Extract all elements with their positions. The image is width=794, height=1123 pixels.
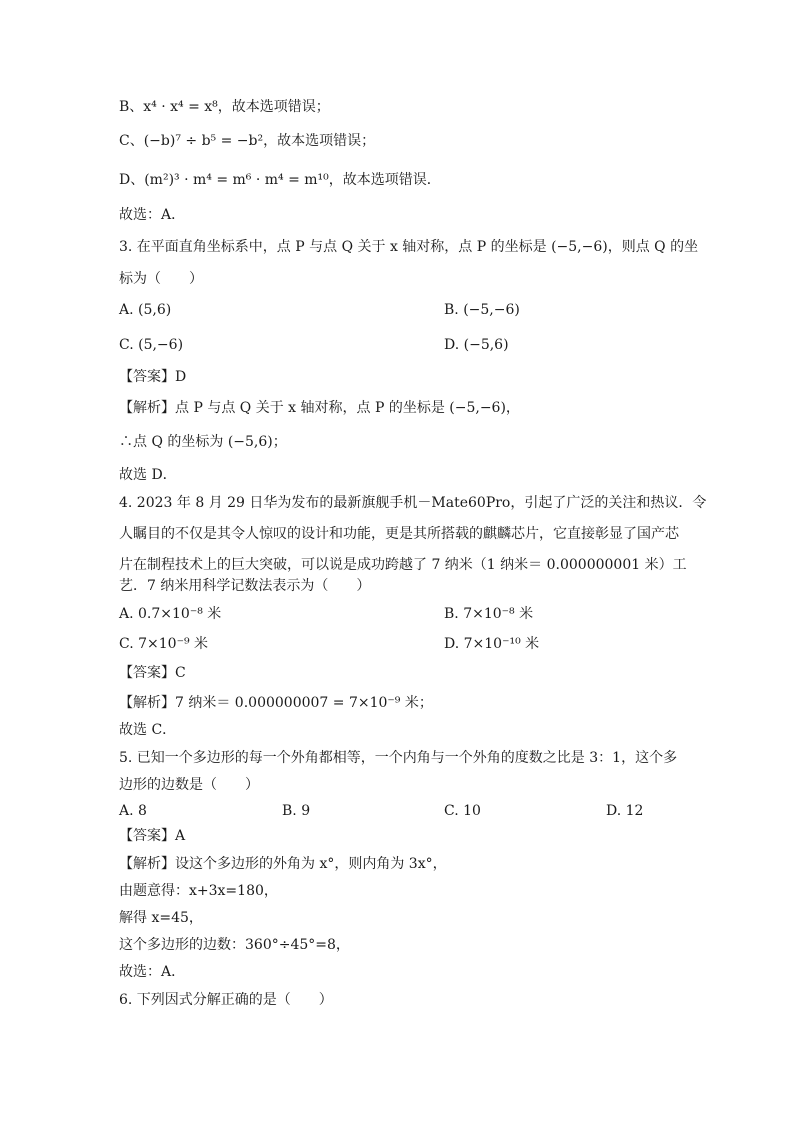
option-c-line: C、(−b)⁷ ÷ b⁵ = −b²，故本选项错误； xyxy=(119,133,376,149)
q5-explanation-3: 解得 x=45， xyxy=(119,910,203,926)
q3-option-b: B. (−5,−6) xyxy=(444,302,520,318)
q5-explanation-1: 【解析】设这个多边形的外角为 x°，则内角为 3x°， xyxy=(119,856,447,872)
q3-stem-line-1: 3. 在平面直角坐标系中，点 P 与点 Q 关于 x 轴对称，点 P 的坐标是 (−5,−6)，则点 Q 的坐 xyxy=(119,239,699,255)
q4-stem-line-3: 片在制程技术上的巨大突破，可以说是成功跨越了 7 纳米（1 纳米＝ 0.000000001 米）工 xyxy=(119,557,687,573)
q5-option-d: D. 12 xyxy=(606,803,644,819)
q6-stem-line-1: 6. 下列因式分解正确的是（ ） xyxy=(119,992,333,1008)
q3-option-c: C. (5,−6) xyxy=(119,337,184,353)
q4-option-c: C. 7×10⁻⁹ 米 xyxy=(119,636,209,652)
q5-explanation-2: 由题意得：x+3x=180， xyxy=(119,883,278,899)
q4-option-d: D. 7×10⁻¹⁰ 米 xyxy=(444,636,540,652)
q4-option-b: B. 7×10⁻⁸ 米 xyxy=(444,606,534,622)
q5-option-c: C. 10 xyxy=(444,803,481,819)
q5-explanation-5: 故选：A． xyxy=(119,964,186,980)
q5-option-b: B. 9 xyxy=(282,803,311,819)
q5-answer: 【答案】A xyxy=(119,828,186,844)
q4-stem-line-1: 4. 2023 年 8 月 29 日华为发布的最新旗舰手机－Mate60Pro，引起了广泛的关注和热议．令 xyxy=(119,495,707,511)
q5-option-a: A. 8 xyxy=(119,803,147,819)
q4-stem-line-2: 人瞩目的不仅是其令人惊叹的设计和功能，更是其所搭载的麒麟芯片，它直接彰显了国产芯 xyxy=(119,526,679,542)
q5-explanation-4: 这个多边形的边数：360°÷45°=8， xyxy=(119,937,350,953)
q4-stem-line-4: 艺．7 纳米用科学记数法表示为（ ） xyxy=(119,578,371,594)
option-b-line: B、x⁴ · x⁴ = x⁸，故本选项错误； xyxy=(119,99,330,115)
q3-option-a: A. (5,6) xyxy=(119,302,172,318)
q3-stem-line-2: 标为（ ） xyxy=(119,271,203,287)
q4-answer: 【答案】C xyxy=(119,665,186,681)
choice-line: 故选：A． xyxy=(119,207,186,223)
q5-stem-line-2: 边形的边数是（ ） xyxy=(119,777,259,793)
q4-explanation-1: 【解析】7 纳米＝ 0.000000007 = 7×10⁻⁹ 米； xyxy=(119,695,433,711)
q3-explanation-3: 故选 D． xyxy=(119,467,177,483)
q4-option-a: A. 0.7×10⁻⁸ 米 xyxy=(119,606,222,622)
q3-answer: 【答案】D xyxy=(119,369,187,385)
option-d-line: D、(m²)³ · m⁴ = m⁶ · m⁴ = m¹⁰，故本选项错误． xyxy=(119,172,441,188)
q3-option-d: D. (−5,6) xyxy=(444,337,509,353)
q4-explanation-2: 故选 C． xyxy=(119,722,177,738)
q5-stem-line-1: 5. 已知一个多边形的每一个外角都相等，一个内角与一个外角的度数之比是 3：1，这个多 xyxy=(119,750,678,766)
q3-explanation-2: ∴点 Q 的坐标为 (−5,6)； xyxy=(119,434,287,450)
q3-explanation-1: 【解析】点 P 与点 Q 关于 x 轴对称，点 P 的坐标是 (−5,−6)， xyxy=(119,400,520,416)
